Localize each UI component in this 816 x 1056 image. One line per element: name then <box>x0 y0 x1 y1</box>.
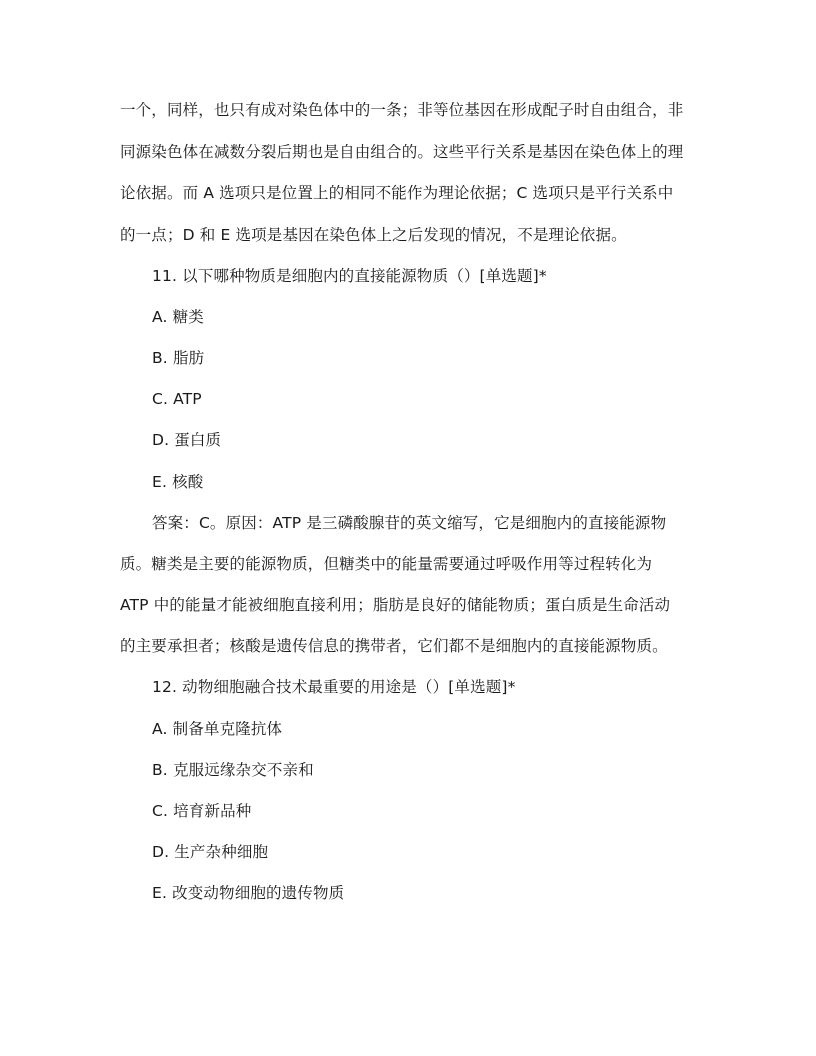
paragraph-line: 一个，同样，也只有成对染色体中的一条；非等位基因在形成配子时自由组合，非 <box>120 101 684 119</box>
question-12-option-d: D. 生产杂种细胞 <box>152 843 269 861</box>
paragraph-line: 论依据。而 A 选项只是位置上的相同不能作为理论依据；C 选项只是平行关系中 <box>120 184 674 202</box>
question-12-option-a: A. 制备单克隆抗体 <box>152 720 283 738</box>
question-11-answer-line: ATP 中的能量才能被细胞直接利用；脂肪是良好的储能物质；蛋白质是生命活动 <box>120 596 671 614</box>
question-12-option-b: B. 克服远缘杂交不亲和 <box>152 761 314 779</box>
question-12-option-c: C. 培育新品种 <box>152 802 252 820</box>
question-12-option-e: E. 改变动物细胞的遗传物质 <box>152 884 345 902</box>
question-11-option-e: E. 核酸 <box>152 473 204 491</box>
question-11-option-b: B. 脂肪 <box>152 349 205 367</box>
question-11-option-c: C. ATP <box>152 390 202 408</box>
question-11-answer-line: 质。糖类是主要的能源物质，但糖类中的能量需要通过呼吸作用等过程转化为 <box>120 555 653 573</box>
question-11-answer-line: 的主要承担者；核酸是遗传信息的携带者，它们都不是细胞内的直接能源物质。 <box>120 637 668 655</box>
question-11-option-a: A. 糖类 <box>152 308 204 326</box>
question-11-stem: 11. 以下哪种物质是细胞内的直接能源物质（）[单选题]* <box>152 267 547 285</box>
question-11-option-d: D. 蛋白质 <box>152 431 222 449</box>
question-11-answer-line: 答案：C。原因：ATP 是三磷酸腺苷的英文缩写，它是细胞内的直接能源物 <box>152 514 667 532</box>
paragraph-line: 同源染色体在减数分裂后期也是自由组合的。这些平行关系是基因在染色体上的理 <box>120 143 684 161</box>
paragraph-line: 的一点；D 和 E 选项是基因在染色体上之后发现的情况，不是理论依据。 <box>120 226 627 244</box>
question-12-stem: 12. 动物细胞融合技术最重要的用途是（）[单选题]* <box>152 678 516 696</box>
